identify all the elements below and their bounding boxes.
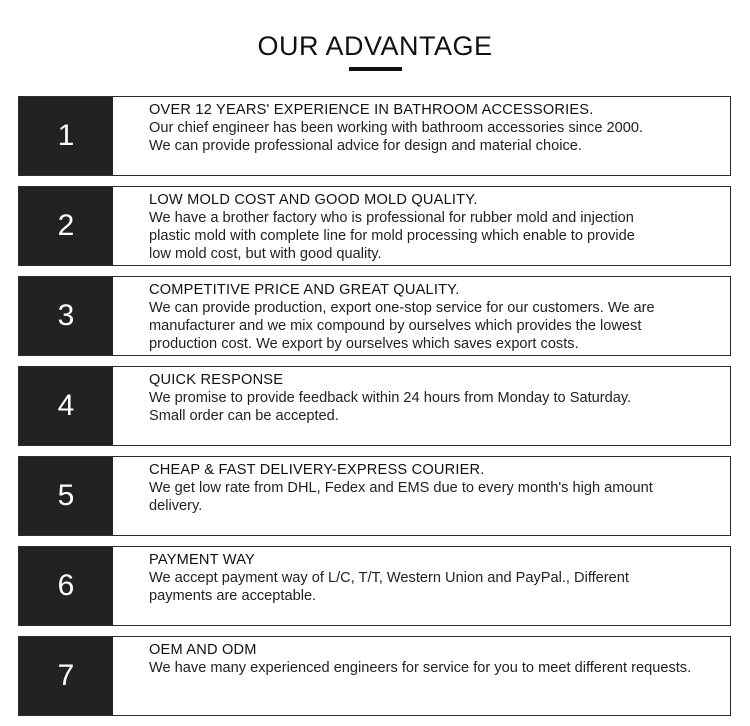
item-text xyxy=(149,641,730,677)
item-description-line: We get low rate from DHL, Fedex and EMS due to every month's high amount xyxy=(149,480,653,496)
item-number-badge: 2 xyxy=(19,187,113,265)
item-number-badge: 5 xyxy=(19,457,113,535)
item-heading: CHEAP & FAST DELIVERY-EXPRESS COURIER. xyxy=(149,462,485,478)
item-heading: LOW MOLD COST AND GOOD MOLD QUALITY. xyxy=(149,192,478,208)
advantage-item-7 xyxy=(18,636,731,716)
page-title: OUR ADVANTAGE xyxy=(257,31,493,61)
advantage-list xyxy=(18,96,731,726)
item-description-line: low mold cost, but with good quality. xyxy=(149,246,382,262)
item-description-line: Our chief engineer has been working with bathroom accessories since 2000. xyxy=(149,120,644,136)
item-text xyxy=(149,551,730,605)
advantage-item-5 xyxy=(18,456,731,536)
item-text xyxy=(149,101,730,155)
item-heading: PAYMENT WAY xyxy=(149,552,255,568)
item-text xyxy=(149,461,730,515)
advantage-item-4 xyxy=(18,366,731,446)
item-heading: OVER 12 YEARS' EXPERIENCE IN BATHROOM ACCESSORIES. xyxy=(149,102,594,118)
item-description-line: We can provide production, export one-stop service for our customers. We are xyxy=(149,300,655,316)
item-description-line: We can provide professional advice for design and material choice. xyxy=(149,138,582,154)
advantage-item-6 xyxy=(18,546,731,626)
item-number-badge: 1 xyxy=(19,97,113,175)
item-description-line: Small order can be accepted. xyxy=(149,408,339,424)
item-description-line: We have many experienced engineers for service for you to meet different requests. xyxy=(149,660,692,676)
item-description-line: delivery. xyxy=(149,498,203,514)
item-description-line: We accept payment way of L/C, T/T, Western Union and PayPal., Different xyxy=(149,570,629,586)
item-description-line: We have a brother factory who is professional for rubber mold and injection xyxy=(149,210,634,226)
item-heading: COMPETITIVE PRICE AND GREAT QUALITY. xyxy=(149,282,460,298)
item-number-badge: 6 xyxy=(19,547,113,625)
item-number-badge: 4 xyxy=(19,367,113,445)
title-underline xyxy=(349,67,402,71)
item-description-line: production cost. We export by ourselves which saves export costs. xyxy=(149,336,579,352)
item-description-line: payments are acceptable. xyxy=(149,588,317,604)
item-number-badge: 7 xyxy=(19,637,113,715)
item-number-badge: 3 xyxy=(19,277,113,355)
advantage-item-3 xyxy=(18,276,731,356)
advantage-item-2 xyxy=(18,186,731,266)
item-description-line: plastic mold with complete line for mold processing which enable to provide xyxy=(149,228,635,244)
item-heading: OEM AND ODM xyxy=(149,642,257,658)
advantage-item-1 xyxy=(18,96,731,176)
item-description-line: manufacturer and we mix compound by ourselves which provides the lowest xyxy=(149,318,642,334)
item-text xyxy=(149,371,730,425)
item-text xyxy=(149,281,730,353)
item-text xyxy=(149,191,730,263)
item-description-line: We promise to provide feedback within 24 hours from Monday to Saturday. xyxy=(149,390,632,406)
item-heading: QUICK RESPONSE xyxy=(149,372,284,388)
